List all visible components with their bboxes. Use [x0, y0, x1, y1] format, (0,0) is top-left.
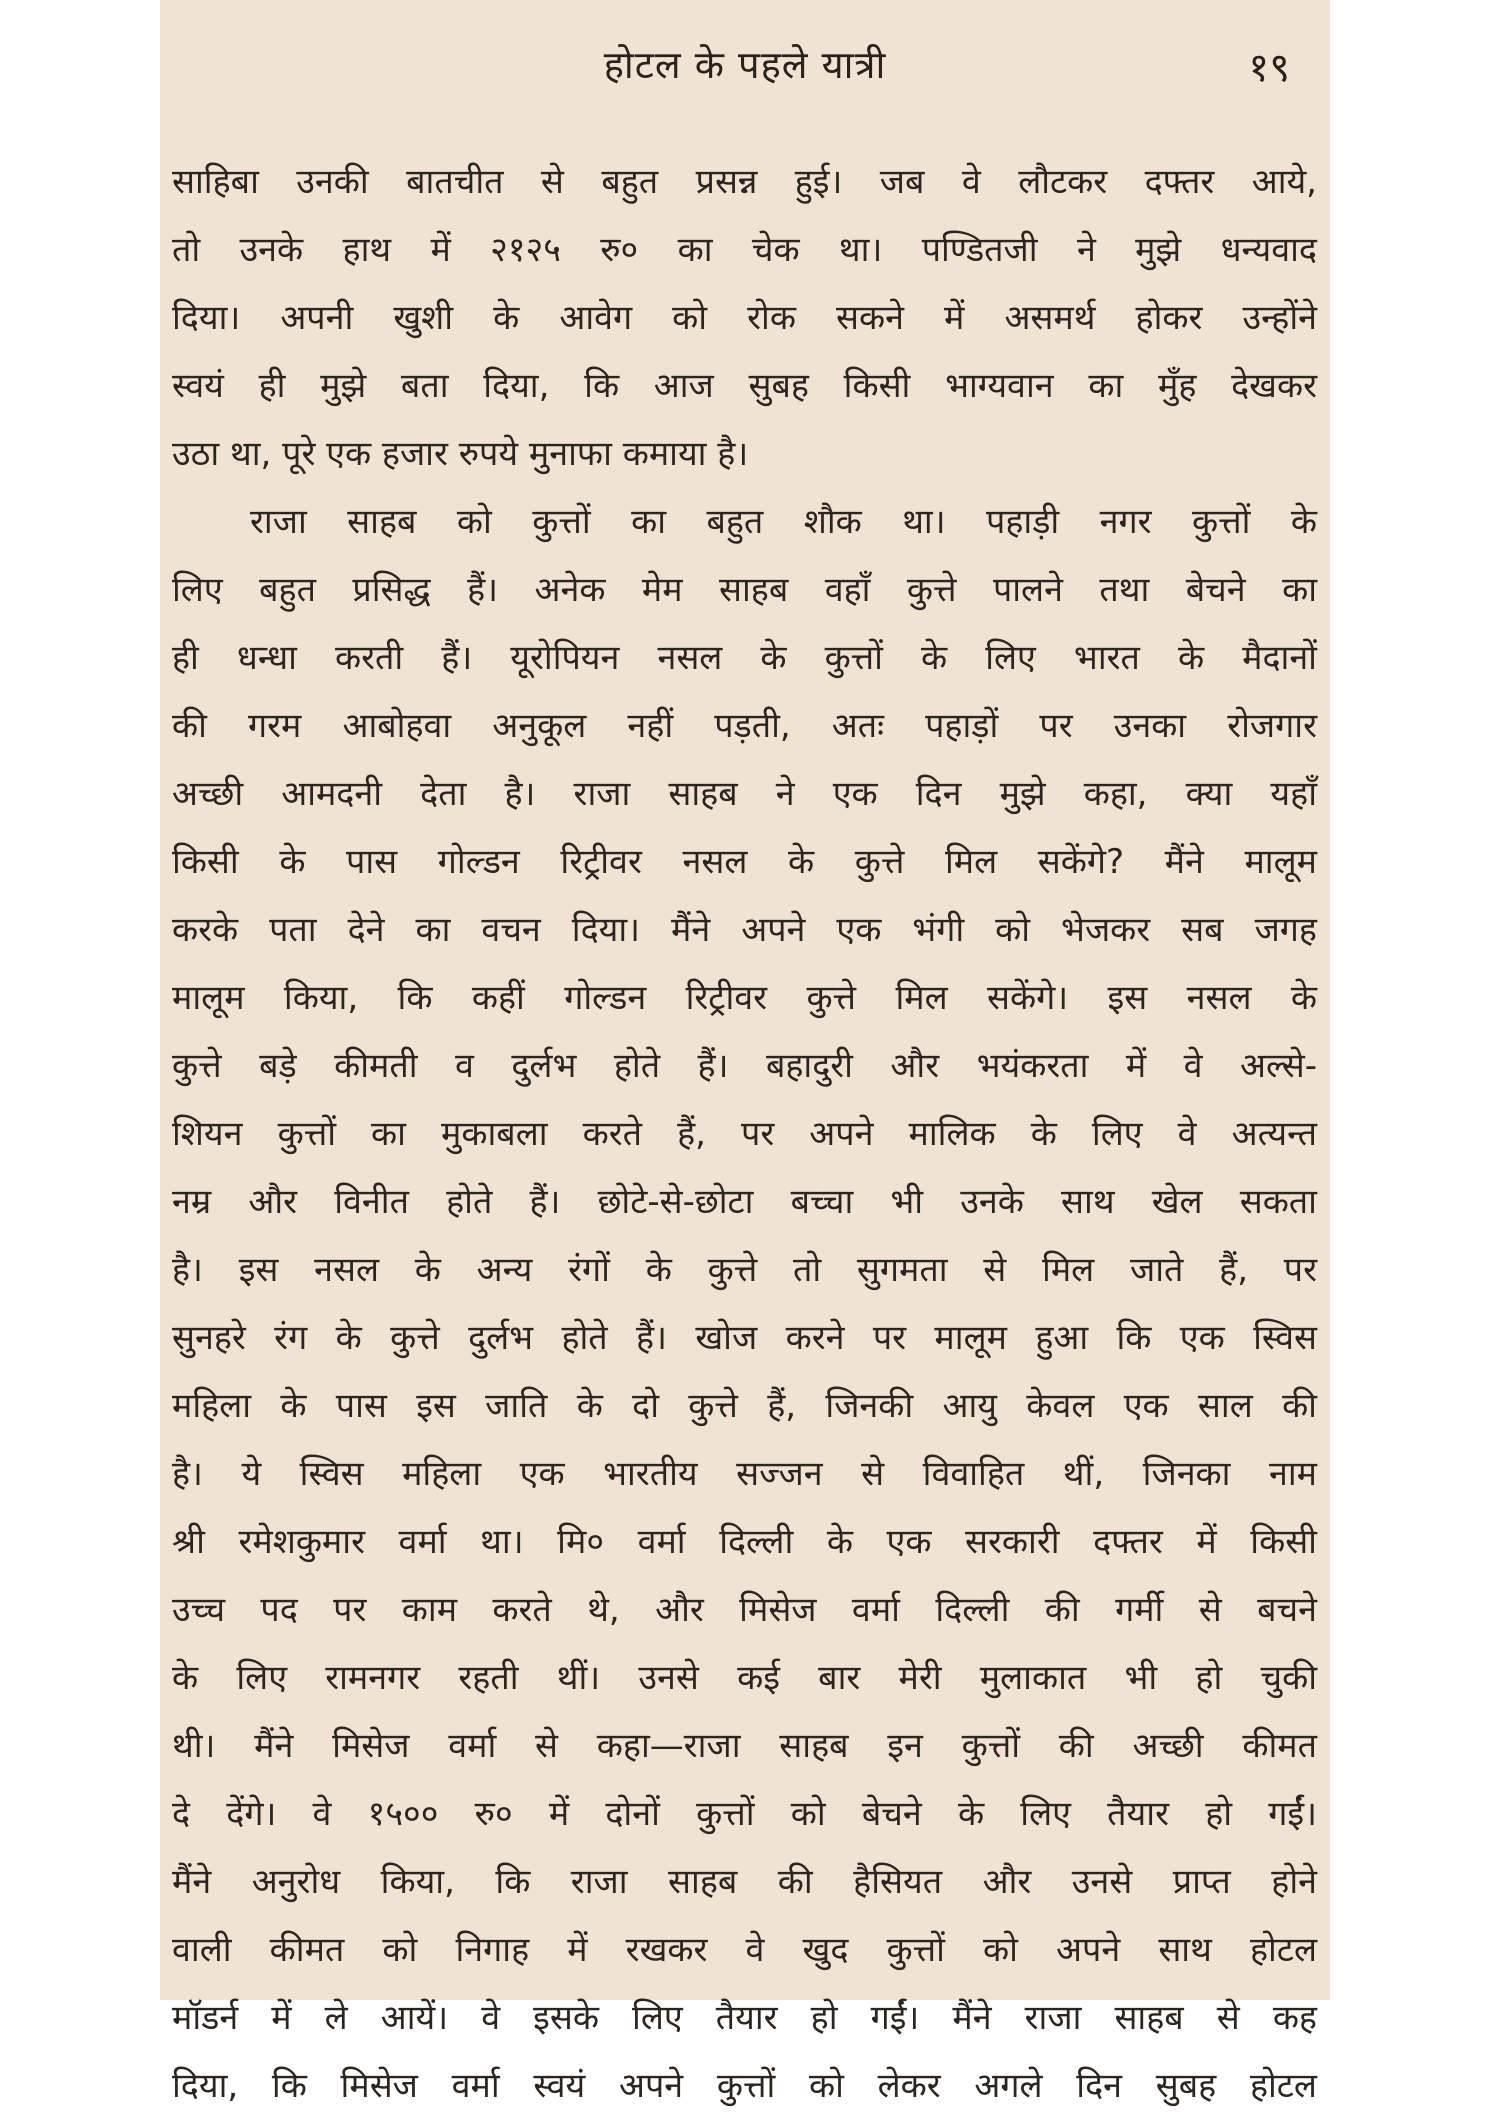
body-text — [172, 148, 1317, 2120]
text-line: श्री रमेशकुमार वर्मा था। मि० वर्मा दिल्ली के एक सरकारी दफ्तर में किसी — [172, 1522, 1317, 1562]
text-line: थी। मैंने मिसेज वर्मा से कहा—राजा साहब इन कुत्तों की अच्छी कीमत — [172, 1726, 1317, 1766]
text-line: वाली कीमत को निगाह में रखकर वे खुद कुत्तों को अपने साथ होटल — [172, 1930, 1317, 1970]
text-line: नम्र और विनीत होते हैं। छोटे-से-छोटा बच्चा भी उनके साथ खेल सकता — [172, 1182, 1317, 1222]
text-line: महिला के पास इस जाति के दो कुत्ते हैं, जिनकी आयु केवल एक साल की — [172, 1386, 1317, 1426]
text-line: उच्च पद पर काम करते थे, और मिसेज वर्मा दिल्ली की गर्मी से बचने — [172, 1590, 1317, 1630]
text-line: लिए बहुत प्रसिद्ध हैं। अनेक मेम साहब वहाँ कुत्ते पालने तथा बेचने का — [172, 570, 1317, 610]
chapter-title: होटल के पहले यात्री — [603, 43, 887, 87]
text-line: ही धन्धा करती हैं। यूरोपियन नसल के कुत्तों के लिए भारत के मैदानों — [172, 638, 1317, 678]
text-line: मालूम किया, कि कहीं गोल्डन रिट्रीवर कुत्ते मिल सकेंगे। इस नसल के — [172, 978, 1317, 1018]
text-line: शियन कुत्तों का मुकाबला करते हैं, पर अपने मालिक के लिए वे अत्यन्त — [172, 1114, 1317, 1154]
running-header — [160, 38, 1330, 98]
text-line: कुत्ते बड़े कीमती व दुर्लभ होते हैं। बहादुरी और भयंकरता में वे अल्से- — [172, 1046, 1317, 1086]
text-line: उठा था, पूरे एक हजार रुपये मुनाफा कमाया है। — [172, 434, 749, 474]
text-line: साहिबा उनकी बातचीत से बहुत प्रसन्न हुई। जब वे लौटकर दफ्तर आये, — [172, 162, 1317, 202]
text-line: के लिए रामनगर रहती थीं। उनसे कई बार मेरी मुलाकात भी हो चुकी — [172, 1658, 1317, 1698]
text-line: तो उनके हाथ में २१२५ रु० का चेक था। पण्डितजी ने मुझे धन्यवाद — [172, 230, 1317, 270]
text-line: दिया, कि मिसेज वर्मा स्वयं अपने कुत्तों को लेकर अगले दिन सुबह होटल — [172, 2066, 1317, 2106]
text-line: राजा साहब को कुत्तों का बहुत शौक था। पहाड़ी नगर कुत्तों के — [250, 502, 1317, 542]
text-line: दिया। अपनी खुशी के आवेग को रोक सकने में असमर्थ होकर उन्होंने — [172, 298, 1317, 338]
text-line: सुनहरे रंग के कुत्ते दुर्लभ होते हैं। खोज करने पर मालूम हुआ कि एक स्विस — [172, 1318, 1317, 1358]
text-line: मॉडर्न में ले आयें। वे इसके लिए तैयार हो गईं। मैंने राजा साहब से कह — [172, 1998, 1317, 2038]
text-line: अच्छी आमदनी देता है। राजा साहब ने एक दिन मुझे कहा, क्या यहाँ — [172, 774, 1317, 814]
text-line: किसी के पास गोल्डन रिट्रीवर नसल के कुत्ते मिल सकेंगे? मैंने मालूम — [172, 842, 1317, 882]
text-line: स्वयं ही मुझे बता दिया, कि आज सुबह किसी भाग्यवान का मुँह देखकर — [172, 366, 1317, 406]
text-line: करके पता देने का वचन दिया। मैंने अपने एक भंगी को भेजकर सब जगह — [172, 910, 1317, 950]
book-page — [160, 0, 1330, 2106]
text-line: की गरम आबोहवा अनुकूल नहीं पड़ती, अतः पहाड़ों पर उनका रोजगार — [172, 706, 1317, 746]
text-line: दे देंगे। वे १५०० रु० में दोनों कुत्तों को बेचने के लिए तैयार हो गईं। — [172, 1794, 1317, 1834]
text-line: मैंने अनुरोध किया, कि राजा साहब की हैसियत और उनसे प्राप्त होने — [172, 1862, 1317, 1902]
page-number: १९ — [1248, 45, 1290, 91]
text-line: है। ये स्विस महिला एक भारतीय सज्जन से विवाहित थीं, जिनका नाम — [172, 1454, 1317, 1494]
text-line: है। इस नसल के अन्य रंगों के कुत्ते तो सुगमता से मिल जाते हैं, पर — [172, 1250, 1317, 1290]
